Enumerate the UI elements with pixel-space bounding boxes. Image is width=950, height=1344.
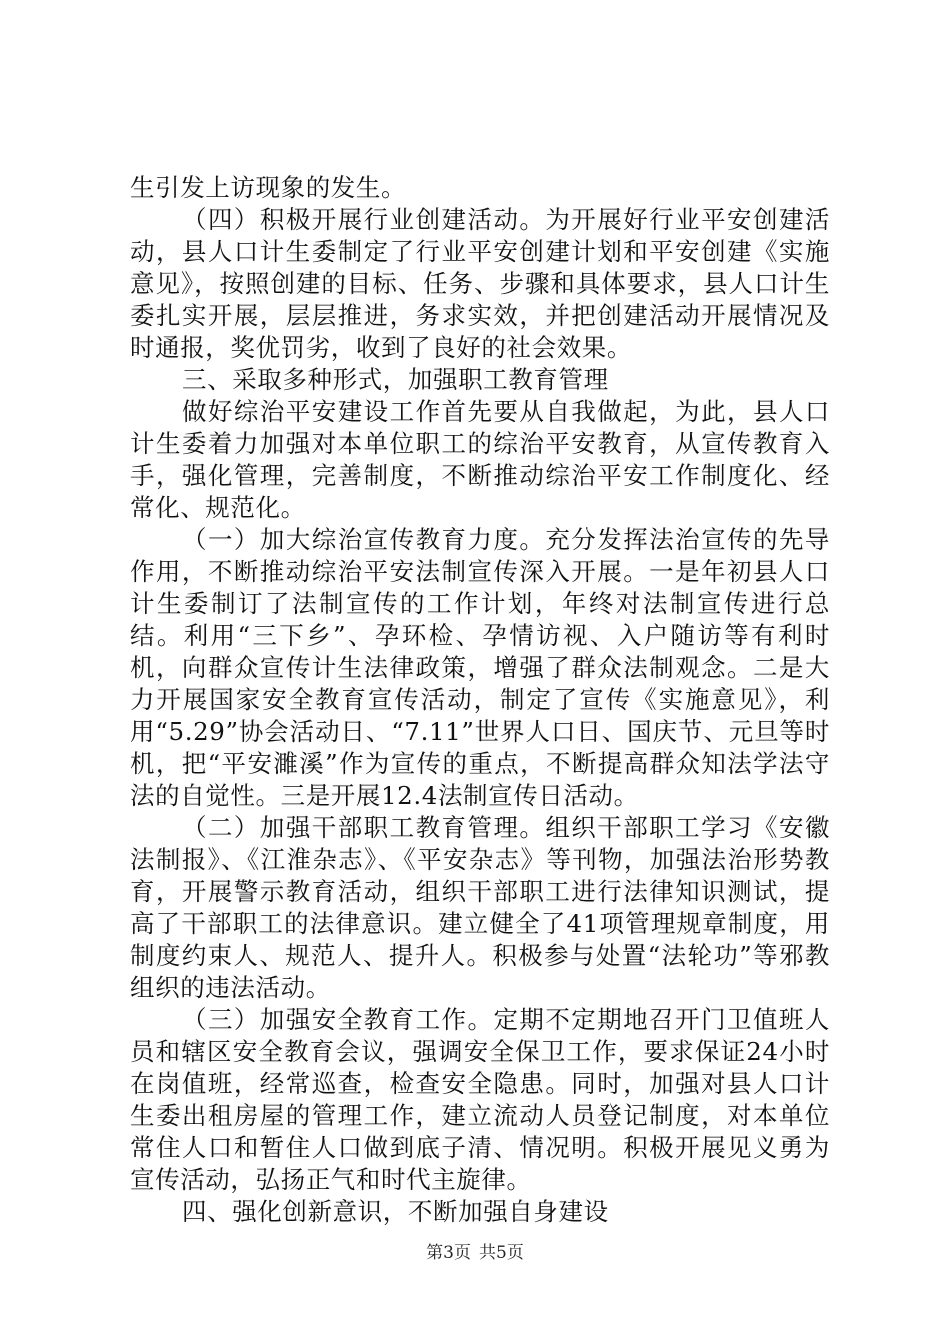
- paragraph-4: 做好综治平安建设工作首先要从自我做起，为此，县人口计生委着力加强对本单位职工的综治平安教育，从宣传教育入手，强化管理，完善制度，不断推动综治平安工作制度化、经常化、规范化。: [130, 397, 830, 522]
- page-footer: [0, 1242, 950, 1264]
- page-number: 第3页: [426, 1243, 471, 1263]
- paragraph-2: （四）积极开展行业创建活动。为开展好行业平安创建活动，县人口计生委制定了行业平安创建计划和平安创建《实施意见》，按照创建的目标、任务、步骤和具体要求，县人口计生委扎实开展，层层推进，务求实效，并把创建活动开展情况及时通报，奖优罚劣，收到了良好的社会效果。: [130, 205, 830, 362]
- paragraph-5: （一）加大综治宣传教育力度。充分发挥法治宣传的先导作用，不断推动综治平安法制宣传深入开展。一是年初县人口计生委制订了法制宣传的工作计划，年终对法制宣传进行总结。利用“三下乡”、孕环检、孕情访视、入户随访等有利时机，向群众宣传计生法律政策，增强了群众法制观念。二是大力开展国家安全教育宣传活动，制定了宣传《实施意见》，利用“5.29”协会活动日、“7.11”世界人口日、国庆节、元旦等时机，把“平安濉溪”作为宣传的重点，不断提高群众知法学法守法的自觉性。三是开展12.4法制宣传日活动。: [130, 525, 830, 810]
- section-heading-4: 四、强化创新意识，不断加强自身建设: [182, 1197, 609, 1226]
- section-heading-3: 三、采取多种形式，加强职工教育管理: [182, 365, 609, 394]
- page-total: 共5页: [479, 1243, 524, 1263]
- paragraph-6: （二）加强干部职工教育管理。组织干部职工学习《安徽法制报》、《江淮杂志》、《平安杂志》等刊物，加强法治形势教育，开展警示教育活动，组织干部职工进行法律知识测试，提高了干部职工的法律意识。建立健全了41项管理规章制度，用制度约束人、规范人、提升人。积极参与处置“法轮功”等邪教组织的违法活动。: [130, 813, 830, 1002]
- paragraph-1: 生引发上访现象的发生。: [130, 173, 407, 202]
- document-body: [130, 172, 830, 1228]
- paragraph-7: （三）加强安全教育工作。定期不定期地召开门卫值班人员和辖区安全教育会议，强调安全保卫工作，要求保证24小时在岗值班，经常巡查，检查安全隐患。同时，加强对县人口计生委出租房屋的管理工作，建立流动人员登记制度，对本单位常住人口和暂住人口做到底子清、情况明。积极开展见义勇为宣传活动，弘扬正气和时代主旋律。: [130, 1005, 830, 1194]
